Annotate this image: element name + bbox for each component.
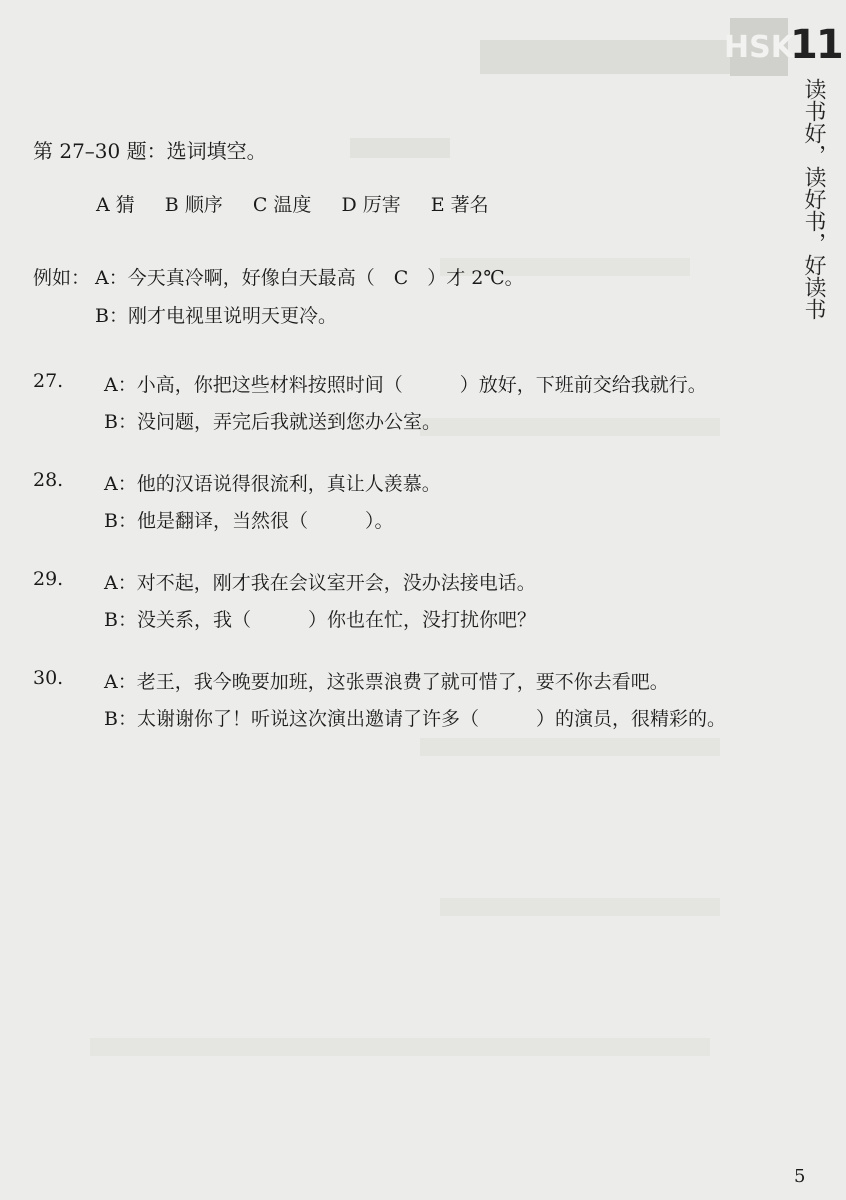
option-c: C 温度 (252, 194, 312, 216)
word-options (96, 190, 519, 217)
series-logo-icon: HSK (730, 18, 788, 76)
lesson-number: 11 (790, 22, 842, 68)
question-number: 30. (33, 667, 64, 689)
question-29-line-b: B：没关系，我（ ）你也在忙，没打扰你吧？ (104, 609, 536, 631)
example-label: 例如： (33, 267, 91, 289)
bleed-through-mark (420, 418, 720, 436)
page-number: 5 (794, 1166, 806, 1187)
option-e: E 著名 (430, 194, 489, 216)
option-a: A 猜 (96, 194, 135, 216)
question-28-line-a: A：他的汉语说得很流利，真让人羡慕。 (104, 473, 441, 495)
question-number: 29. (33, 568, 64, 590)
section-instruction: 第 27–30 题：选词填空。 (33, 139, 267, 163)
option-d: D 厉害 (341, 194, 401, 216)
bleed-through-mark (350, 138, 450, 158)
bleed-through-mark (420, 738, 720, 756)
question-27-line-a: A：小高，你把这些材料按照时间（ ）放好，下班前交给我就行。 (104, 374, 707, 396)
question-30-line-a: A：老王，我今晚要加班，这张票浪费了就可惜了，要不你去看吧。 (104, 671, 669, 693)
question-number: 27. (33, 370, 64, 392)
question-28-line-b: B：他是翻译，当然很（ ）。 (104, 510, 394, 532)
lesson-motto: 读书好，读好书，好读书 (801, 78, 826, 320)
question-number: 28. (33, 469, 64, 491)
question-29-line-a: A：对不起，刚才我在会议室开会，没办法接电话。 (104, 572, 536, 594)
example-line-a: A：今天真冷啊，好像白天最高（ C ）才 2℃。 (95, 267, 524, 289)
question-30-line-b: B：太谢谢你了！听说这次演出邀请了许多（ ）的演员，很精彩的。 (104, 708, 726, 730)
option-b: B 顺序 (164, 194, 223, 216)
bleed-through-mark (90, 1038, 710, 1056)
example-line-b: B：刚才电视里说明天更冷。 (95, 305, 337, 327)
question-27-line-b: B：没问题，弄完后我就送到您办公室。 (104, 411, 441, 433)
bleed-through-mark (440, 898, 720, 916)
